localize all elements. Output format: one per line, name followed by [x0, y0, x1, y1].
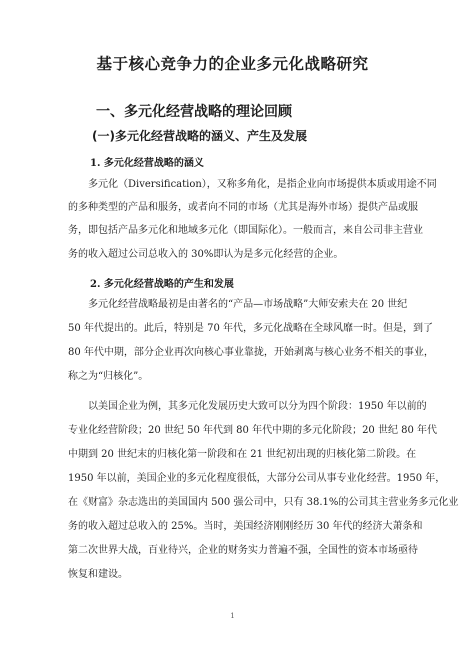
paragraph-line: 务的收入超过公司总收入的 30%即认为是多元化经营的企业。	[68, 249, 344, 260]
paragraph-line: 多元化经营战略最初是由著名的“产品—市场战略”大师安索夫在 20 世纪	[88, 299, 408, 310]
page-number: 1	[230, 612, 235, 620]
item-heading-2: 2. 多元化经营战略的产生和发展	[90, 279, 234, 290]
paragraph-line: 的多种类型的产品和服务，或者向不同的市场（尤其是海外市场）提供产品或服	[68, 202, 418, 213]
paragraph-line: 第二次世界大战，百业待兴，企业的财务实力普遍不强，全国性的资本市场亟待	[68, 545, 418, 556]
paragraph-line: 以美国企业为例，其多元化发展历史大致可以分为四个阶段：1950 年以前的	[88, 401, 427, 412]
paragraph-line: 1950 年以前，美国企业的多元化程度很低，大部分公司从事专业化经营。1950 年，	[68, 473, 446, 484]
paragraph-line: 专业化经营阶段；20 世纪 50 年代到 80 年代中期的多元化阶段；20 世纪 80 年代	[68, 425, 438, 436]
paragraph-line: 50 年代提出的。此后，特别是 70 年代，多元化战略在全球风靡一时。但是，到了	[68, 323, 433, 334]
item-heading-1: 1. 多元化经营战略的涵义	[90, 158, 204, 169]
paragraph-line: 在《财富》杂志选出的美国国内 500 强公司中，只有 38.1%的公司其主营业务多元化业	[68, 497, 459, 508]
paragraph-line: 中期到 20 世纪末的归核化第一阶段和在 21 世纪初出现的归核化第二阶段。在	[68, 449, 417, 460]
paragraph-line: 务，即包括产品多元化和地域多元化（即国际化）。一般而言，来自公司非主营业	[68, 225, 423, 236]
paragraph-line: 称之为“归核化”。	[68, 371, 149, 382]
subsection-heading: (一)多元化经营战略的涵义、产生及发展	[92, 129, 307, 143]
paragraph-line: 务的收入超过总收入的 25%。当时，美国经济刚刚经历 30 年代的经济大萧条和	[68, 521, 423, 532]
document-title: 基于核心竞争力的企业多元化战略研究	[96, 55, 369, 73]
paragraph-line: 恢复和建设。	[68, 569, 128, 580]
section-heading: 一、多元化经营战略的理论回顾	[96, 104, 292, 120]
paragraph-line: 80 年代中期，部分企业再次向核心事业靠拢，开始剥离与核心业务不相关的事业，	[68, 347, 434, 358]
paragraph-line: 多元化（Diversification），又称多角化，是指企业向市场提供本质或用途不同	[88, 179, 437, 190]
